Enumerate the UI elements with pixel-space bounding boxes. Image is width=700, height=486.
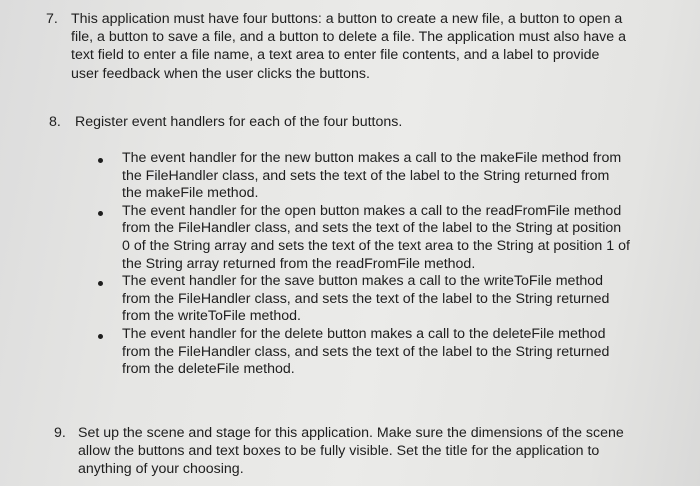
bullet-dot-icon [98,211,103,216]
bullet-text: The event handler for the open button makes a call to the readFromFile method from the FileHandler class, and sets the text of the label to the String at position 0 of the String array and sets the text of the text area to the String at position 1 of the String array returned from the readFromFile method. [122,202,630,272]
list-item-9 [54,424,674,479]
bullet-dot-icon [98,158,103,163]
item-text: This application must have four buttons: a button to create a new file, a button to open a file, a button to save a file, and a button to delete a file. The application must also have a text field to enter a file name, a text area to enter file contents, and a label to provide user feedback when the user clicks the buttons. [71,11,626,82]
bullet-dot-icon [98,334,103,339]
bullet-item [98,150,658,203]
list-item-7 [46,10,686,83]
item-number: 9. [54,425,66,441]
event-handler-bullet-list [98,150,658,379]
bullet-text: The event handler for the delete button makes a call to the deleteFile method from the FileHandler class, and sets the text of the label to the String returned from the deleteFile method. [122,325,610,378]
item-text: Set up the scene and stage for this application. Make sure the dimensions of the scene allow the buttons and text boxes to be fully visible. Set the title for the application to anything of your choosing. [78,425,624,478]
bullet-item [98,203,658,273]
bullet-item [98,273,658,326]
bullet-text: The event handler for the save button makes a call to the writeToFile method from the FileHandler class, and sets the text of the label to the String returned from the writeToFile method. [122,273,610,325]
list-item-8 [49,113,669,131]
item-text: Register event handlers for each of the four buttons. [75,114,403,130]
item-number: 7. [46,11,58,27]
bullet-item [98,326,658,379]
item-number: 8. [49,114,61,130]
bullet-dot-icon [98,281,103,286]
bullet-text: The event handler for the new button makes a call to the makeFile method from the FileHandler class, and sets the text of the label to the String returned from the makeFile method. [122,150,622,202]
